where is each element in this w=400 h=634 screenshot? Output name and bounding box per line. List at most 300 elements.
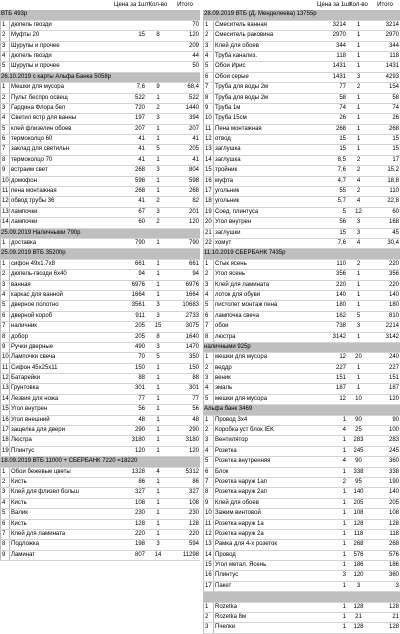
quantity-cell[interactable]: 2 bbox=[356, 84, 361, 91]
price-cell[interactable]: 1328 bbox=[131, 468, 145, 475]
item-name-cell[interactable]: веддр bbox=[213, 364, 316, 373]
item-name-cell[interactable]: хомут bbox=[213, 239, 316, 248]
quantity-cell[interactable]: 108 bbox=[353, 510, 364, 517]
item-name-cell[interactable]: мешки для мусора bbox=[213, 395, 316, 404]
price-cell[interactable]: 1 bbox=[342, 510, 346, 517]
item-name-cell[interactable]: Лезвия для ножа bbox=[9, 395, 113, 404]
price-cell[interactable]: 150 bbox=[134, 364, 145, 371]
quantity-cell[interactable]: 15 bbox=[154, 323, 162, 330]
price-cell[interactable]: 1 bbox=[342, 551, 346, 558]
total-cell[interactable]: 1640 bbox=[185, 333, 199, 340]
quantity-cell[interactable]: 1 bbox=[156, 437, 160, 444]
quantity-cell[interactable]: 21 bbox=[355, 614, 362, 621]
price-cell[interactable]: 197 bbox=[134, 115, 145, 122]
row-number-cell[interactable]: 18 bbox=[203, 197, 213, 206]
row-number-cell[interactable]: 1 bbox=[0, 239, 9, 248]
quantity-cell[interactable]: 1 bbox=[356, 364, 361, 371]
quantity-cell[interactable]: 1 bbox=[356, 21, 361, 28]
item-name-cell[interactable]: Ламинат bbox=[9, 551, 113, 560]
total-cell[interactable]: 151 bbox=[388, 375, 399, 382]
row-number-cell[interactable]: 1 bbox=[0, 468, 9, 477]
item-name-cell[interactable]: Угол внутрен bbox=[9, 405, 113, 414]
quantity-cell[interactable]: 3 bbox=[156, 167, 160, 174]
row-number-cell[interactable]: 7 bbox=[203, 478, 213, 487]
price-cell[interactable]: 120 bbox=[134, 447, 145, 454]
item-name-cell[interactable]: Батарейки bbox=[9, 374, 113, 383]
total-cell[interactable]: 2733 bbox=[185, 312, 199, 319]
quantity-cell[interactable]: 1 bbox=[356, 125, 361, 132]
price-cell[interactable]: 8,5 bbox=[337, 156, 346, 163]
quantity-cell[interactable]: 2 bbox=[356, 167, 361, 174]
quantity-cell[interactable]: 1 bbox=[356, 146, 361, 153]
item-name-cell[interactable]: пистолет монтаж пена bbox=[213, 301, 316, 310]
total-cell[interactable]: 201 bbox=[188, 208, 199, 215]
price-cell[interactable]: 911 bbox=[135, 312, 145, 319]
total-cell[interactable]: 3 bbox=[395, 582, 399, 589]
price-cell[interactable]: 12 bbox=[339, 395, 346, 402]
row-number-cell[interactable]: 17 bbox=[0, 426, 9, 435]
total-cell[interactable]: 220 bbox=[388, 281, 399, 288]
row-number-cell[interactable]: 16 bbox=[203, 177, 213, 186]
row-number-cell[interactable]: 22 bbox=[203, 239, 213, 248]
total-cell[interactable]: 108 bbox=[188, 499, 199, 506]
row-number-cell[interactable]: 5 bbox=[203, 395, 213, 404]
item-name-cell[interactable]: Кисть bbox=[9, 499, 113, 508]
price-cell[interactable]: 56 bbox=[339, 219, 346, 226]
price-cell[interactable]: 128 bbox=[134, 520, 145, 527]
total-cell[interactable]: 140 bbox=[388, 489, 399, 496]
price-cell[interactable]: 1 bbox=[342, 582, 346, 589]
item-name-cell[interactable]: Пчелки bbox=[213, 623, 316, 632]
total-cell[interactable]: 344 bbox=[388, 42, 399, 49]
total-cell[interactable]: 22,8 bbox=[387, 198, 399, 205]
row-number-cell[interactable]: 10 bbox=[0, 353, 9, 362]
item-name-cell[interactable]: Вентилятор bbox=[213, 436, 316, 445]
price-cell[interactable]: 198 bbox=[134, 541, 145, 548]
quantity-cell[interactable] bbox=[146, 42, 170, 51]
quantity-cell[interactable]: 3 bbox=[156, 302, 160, 309]
price-cell[interactable]: 77 bbox=[339, 84, 346, 91]
price-cell[interactable]: 1 bbox=[342, 624, 346, 631]
item-name-cell[interactable]: Смеситель раковина bbox=[213, 31, 316, 40]
item-name-cell[interactable]: Люстра bbox=[9, 436, 113, 445]
total-cell[interactable]: 15 bbox=[392, 146, 399, 153]
row-number-cell[interactable]: 7 bbox=[203, 322, 213, 331]
row-number-cell[interactable]: 4 bbox=[203, 384, 213, 393]
item-name-cell[interactable]: доставка bbox=[9, 239, 113, 248]
row-number-cell[interactable]: 7 bbox=[0, 530, 9, 539]
total-cell[interactable]: 94 bbox=[192, 271, 199, 278]
item-name-cell[interactable]: Кисть bbox=[9, 520, 113, 529]
row-number-cell[interactable]: 14 bbox=[0, 218, 9, 227]
total-cell[interactable]: 17 bbox=[392, 156, 399, 163]
price-cell[interactable]: 661 bbox=[134, 260, 145, 267]
total-cell[interactable]: 77 bbox=[192, 395, 199, 402]
quantity-cell[interactable]: 5 bbox=[156, 146, 160, 153]
item-name-cell[interactable]: муфта bbox=[213, 177, 316, 186]
item-name-cell[interactable]: Грунтовка bbox=[9, 384, 113, 393]
row-number-cell[interactable]: 6 bbox=[0, 135, 9, 144]
price-cell[interactable]: 180 bbox=[335, 302, 346, 309]
row-number-cell[interactable]: 8 bbox=[203, 488, 213, 497]
price-cell[interactable]: 5,7 bbox=[337, 198, 346, 205]
price-cell[interactable]: 720 bbox=[134, 104, 145, 111]
row-number-cell[interactable]: 3 bbox=[203, 623, 213, 632]
price-cell[interactable]: 74 bbox=[339, 104, 346, 111]
row-number-cell[interactable]: 5 bbox=[0, 62, 9, 71]
quantity-cell[interactable]: 3 bbox=[356, 582, 361, 589]
row-number-cell[interactable]: 2 bbox=[0, 94, 9, 103]
total-cell[interactable]: 1440 bbox=[185, 104, 199, 111]
total-cell[interactable]: 268 bbox=[188, 188, 199, 195]
total-cell[interactable]: 168 bbox=[388, 219, 399, 226]
price-cell[interactable]: 41 bbox=[138, 146, 145, 153]
price-cell[interactable]: 738 bbox=[335, 323, 346, 330]
row-number-cell[interactable]: 15 bbox=[203, 561, 213, 570]
quantity-cell[interactable]: 4 bbox=[356, 239, 361, 246]
row-number-cell[interactable]: 13 bbox=[0, 384, 9, 393]
total-cell[interactable]: 205 bbox=[388, 499, 399, 506]
quantity-cell[interactable] bbox=[146, 62, 170, 71]
item-name-cell[interactable]: Блок bbox=[213, 468, 316, 477]
price-cell[interactable]: 77 bbox=[138, 395, 145, 402]
quantity-cell[interactable]: 1 bbox=[156, 271, 160, 278]
total-cell[interactable]: 227 bbox=[388, 364, 399, 371]
total-cell[interactable]: 60 bbox=[392, 208, 399, 215]
price-cell[interactable]: 344 bbox=[335, 42, 346, 49]
item-name-cell[interactable]: Шурупы и прочее bbox=[9, 62, 113, 71]
row-number-cell[interactable]: 6 bbox=[203, 312, 213, 321]
total-cell[interactable]: 598 bbox=[188, 177, 199, 184]
quantity-cell[interactable]: 1 bbox=[356, 333, 361, 340]
quantity-cell[interactable]: 1 bbox=[156, 478, 160, 485]
total-cell[interactable]: 1431 bbox=[385, 63, 399, 70]
total-cell[interactable]: 4293 bbox=[385, 73, 399, 80]
item-name-cell[interactable]: заглушка bbox=[213, 145, 316, 154]
item-name-cell[interactable]: пена монтажная bbox=[9, 187, 113, 196]
total-cell[interactable]: 88 bbox=[192, 375, 199, 382]
item-name-cell[interactable]: Пакет bbox=[213, 582, 316, 591]
total-cell[interactable]: 118 bbox=[389, 52, 399, 59]
item-name-cell[interactable]: веник bbox=[213, 374, 316, 383]
item-name-cell[interactable]: дверное полотно bbox=[9, 301, 113, 310]
quantity-cell[interactable]: 1 bbox=[156, 281, 160, 288]
total-cell[interactable]: 205 bbox=[188, 146, 199, 153]
item-name-cell[interactable]: Провод 3х4 bbox=[213, 416, 316, 425]
total-cell[interactable]: 74 bbox=[392, 104, 399, 111]
quantity-cell[interactable]: 1 bbox=[356, 63, 361, 70]
price-cell[interactable]: 1664 bbox=[131, 291, 145, 298]
price-cell[interactable]: 327 bbox=[134, 489, 145, 496]
total-cell[interactable]: 594 bbox=[188, 541, 199, 548]
item-name-cell[interactable]: Обои Ирис bbox=[213, 62, 316, 71]
item-name-cell[interactable]: Подложка bbox=[9, 540, 113, 549]
row-number-cell[interactable]: 10 bbox=[0, 177, 9, 186]
quantity-cell[interactable]: 1 bbox=[356, 104, 361, 111]
row-number-cell[interactable]: 6 bbox=[0, 520, 9, 529]
item-name-cell[interactable]: Угол метал. Ясень bbox=[213, 561, 316, 570]
row-number-cell[interactable]: 4 bbox=[203, 291, 213, 300]
item-name-cell[interactable]: угольник bbox=[213, 197, 316, 206]
price-cell[interactable]: 7,6 bbox=[337, 239, 346, 246]
row-number-cell[interactable]: 5 bbox=[203, 457, 213, 466]
item-name-cell[interactable]: Плинтус bbox=[9, 447, 113, 456]
row-number-cell[interactable]: 10 bbox=[203, 114, 213, 123]
quantity-cell[interactable]: 1 bbox=[156, 94, 160, 101]
price-cell[interactable]: 162 bbox=[335, 312, 346, 319]
price-cell[interactable]: 598 bbox=[134, 177, 145, 184]
row-number-cell[interactable]: 7 bbox=[203, 83, 213, 92]
quantity-cell[interactable]: 1 bbox=[156, 510, 160, 517]
total-cell[interactable]: 128 bbox=[388, 603, 399, 610]
total-cell[interactable]: 154 bbox=[388, 84, 399, 91]
price-cell[interactable]: 4 bbox=[342, 458, 346, 465]
total-cell[interactable]: 268 bbox=[388, 125, 399, 132]
total-cell[interactable]: 3180 bbox=[185, 437, 199, 444]
item-name-cell[interactable]: обои bbox=[213, 322, 316, 331]
row-number-cell[interactable]: 11 bbox=[203, 125, 213, 134]
price-cell[interactable]: 7,6 bbox=[337, 167, 346, 174]
quantity-cell[interactable]: 4 bbox=[156, 468, 160, 475]
total-cell[interactable]: 110 bbox=[389, 188, 399, 195]
row-number-cell[interactable]: 1 bbox=[0, 21, 9, 30]
price-cell[interactable]: 205 bbox=[134, 333, 145, 340]
quantity-cell[interactable]: 3 bbox=[156, 208, 160, 215]
price-cell[interactable]: 15 bbox=[138, 32, 145, 39]
row-number-cell[interactable]: 10 bbox=[203, 509, 213, 518]
item-name-cell[interactable]: Пена монтажная bbox=[213, 125, 316, 134]
item-name-cell[interactable]: домофон bbox=[9, 177, 113, 186]
row-number-cell[interactable]: 14 bbox=[203, 551, 213, 560]
row-number-cell[interactable]: 2 bbox=[0, 270, 9, 279]
price-cell[interactable]: 1 bbox=[342, 416, 346, 423]
total-cell[interactable]: 350 bbox=[188, 354, 199, 361]
item-name-cell[interactable]: Сифон 45х25х11 bbox=[9, 364, 113, 373]
row-number-cell[interactable]: 3 bbox=[0, 42, 9, 51]
price-cell[interactable]: 220 bbox=[134, 530, 145, 537]
quantity-cell[interactable]: 3 bbox=[156, 115, 160, 122]
quantity-cell[interactable]: 1 bbox=[156, 239, 160, 246]
item-name-cell[interactable]: Клей для ламината bbox=[213, 281, 316, 290]
price-cell[interactable]: 6976 bbox=[131, 281, 145, 288]
total-cell[interactable]: 576 bbox=[388, 551, 399, 558]
quantity-cell[interactable]: 1 bbox=[156, 291, 160, 298]
quantity-cell[interactable]: 1 bbox=[156, 364, 160, 371]
quantity-cell[interactable]: 25 bbox=[355, 427, 362, 434]
price-cell[interactable]: 108 bbox=[134, 499, 145, 506]
row-number-cell[interactable]: 11 bbox=[0, 364, 9, 373]
item-name-cell[interactable]: Труба 1м bbox=[213, 104, 316, 113]
total-cell[interactable]: 220 bbox=[188, 530, 199, 537]
quantity-cell[interactable]: 118 bbox=[353, 530, 364, 537]
row-number-cell[interactable]: 5 bbox=[203, 301, 213, 310]
row-number-cell[interactable]: 5 bbox=[203, 62, 213, 71]
row-number-cell[interactable]: 5 bbox=[0, 301, 9, 310]
item-name-cell[interactable]: Лампочки свеча bbox=[9, 353, 113, 362]
row-number-cell[interactable]: 19 bbox=[203, 208, 213, 217]
quantity-cell[interactable]: 2 bbox=[356, 260, 361, 267]
price-cell[interactable] bbox=[113, 21, 146, 30]
row-number-cell[interactable]: 15 bbox=[0, 405, 9, 414]
price-cell[interactable]: 41 bbox=[138, 136, 145, 143]
total-cell[interactable]: 360 bbox=[388, 572, 399, 579]
row-number-cell[interactable]: 4 bbox=[0, 499, 9, 508]
quantity-cell[interactable]: 128 bbox=[353, 603, 364, 610]
quantity-cell[interactable]: 245 bbox=[353, 447, 364, 454]
quantity-cell[interactable]: 90 bbox=[355, 416, 362, 423]
total-cell[interactable]: 21 bbox=[392, 614, 399, 621]
quantity-cell[interactable]: 3 bbox=[356, 323, 361, 330]
price-cell[interactable]: 70 bbox=[138, 354, 145, 361]
quantity-cell[interactable]: 4 bbox=[356, 198, 361, 205]
item-name-cell[interactable]: лампочки bbox=[9, 218, 113, 227]
price-cell[interactable]: 41 bbox=[138, 156, 145, 163]
price-cell[interactable]: 207 bbox=[134, 125, 145, 132]
row-number-cell[interactable]: 9 bbox=[0, 343, 9, 352]
price-cell[interactable]: 94 bbox=[138, 271, 145, 278]
price-cell[interactable]: 205 bbox=[134, 323, 145, 330]
total-cell[interactable]: 15 bbox=[392, 136, 399, 143]
quantity-cell[interactable]: 3 bbox=[356, 219, 361, 226]
price-cell[interactable]: 88 bbox=[138, 375, 145, 382]
row-number-cell[interactable]: 12 bbox=[203, 135, 213, 144]
row-number-cell[interactable]: 1 bbox=[203, 353, 213, 362]
row-number-cell[interactable]: 2 bbox=[203, 426, 213, 435]
quantity-cell[interactable]: 1 bbox=[356, 115, 361, 122]
price-cell[interactable]: 3180 bbox=[131, 437, 145, 444]
item-name-cell[interactable]: Гардина Флора бел bbox=[9, 104, 113, 113]
item-name-cell[interactable]: дюпель гвозди bbox=[9, 21, 113, 30]
price-cell[interactable]: 1 bbox=[342, 530, 346, 537]
item-name-cell[interactable]: Розетка наруж 1а bbox=[213, 520, 316, 529]
total-cell[interactable]: 26 bbox=[392, 115, 399, 122]
item-name-cell[interactable]: лампочки bbox=[9, 208, 113, 217]
price-cell[interactable]: 790 bbox=[134, 239, 145, 246]
price-cell[interactable]: 2970 bbox=[332, 32, 346, 39]
total-cell[interactable]: 360 bbox=[388, 458, 399, 465]
total-cell[interactable]: 120 bbox=[188, 219, 199, 226]
item-name-cell[interactable]: дюпель гвозди bbox=[9, 52, 113, 61]
price-cell[interactable]: 56 bbox=[138, 406, 145, 413]
row-number-cell[interactable]: 3 bbox=[0, 281, 9, 290]
total-cell[interactable]: 70 bbox=[192, 21, 199, 28]
quantity-cell[interactable]: 205 bbox=[353, 499, 364, 506]
item-name-cell[interactable]: Розетка внутренняя bbox=[213, 457, 316, 466]
item-name-cell[interactable]: Ручки дверные bbox=[9, 343, 113, 352]
total-cell[interactable]: 301 bbox=[188, 385, 199, 392]
price-cell[interactable]: 15 bbox=[339, 146, 346, 153]
price-cell[interactable]: 1 bbox=[342, 614, 346, 621]
row-number-cell[interactable]: 21 bbox=[203, 229, 213, 238]
total-cell[interactable]: 220 bbox=[388, 260, 399, 267]
item-name-cell[interactable]: тройник bbox=[213, 166, 316, 175]
price-cell[interactable]: 301 bbox=[134, 385, 145, 392]
quantity-cell[interactable]: 14 bbox=[154, 551, 162, 558]
total-cell[interactable]: 180 bbox=[388, 302, 399, 309]
quantity-cell[interactable]: 1 bbox=[156, 499, 160, 506]
quantity-cell[interactable]: 1 bbox=[156, 136, 160, 143]
total-cell[interactable]: 58 bbox=[392, 94, 399, 101]
total-cell[interactable]: 1470 bbox=[185, 343, 199, 350]
item-name-cell[interactable]: добор bbox=[9, 333, 113, 342]
total-cell[interactable]: 45 bbox=[392, 229, 399, 236]
quantity-cell[interactable]: 2 bbox=[156, 198, 160, 205]
quantity-cell[interactable]: 1 bbox=[156, 260, 160, 267]
row-number-cell[interactable]: 11 bbox=[203, 520, 213, 529]
item-name-cell[interactable]: Рамка для 4-х розеток bbox=[213, 540, 316, 549]
item-name-cell[interactable]: Труба канализ. bbox=[213, 52, 316, 61]
row-number-cell[interactable]: 16 bbox=[0, 416, 9, 425]
item-name-cell[interactable]: Угол ясень bbox=[213, 270, 316, 279]
row-number-cell[interactable]: 8 bbox=[0, 333, 9, 342]
total-cell[interactable]: 68,4 bbox=[187, 84, 199, 91]
price-cell[interactable]: 67 bbox=[138, 208, 145, 215]
total-cell[interactable]: 100 bbox=[388, 427, 399, 434]
price-cell[interactable]: 290 bbox=[134, 427, 145, 434]
quantity-cell[interactable]: 5 bbox=[156, 354, 160, 361]
total-cell[interactable]: 108 bbox=[388, 510, 399, 517]
quantity-cell[interactable]: 1 bbox=[156, 427, 160, 434]
row-number-cell[interactable]: 3 bbox=[203, 42, 213, 51]
item-name-cell[interactable]: заглушки bbox=[213, 229, 316, 238]
row-number-cell[interactable]: 6 bbox=[203, 468, 213, 477]
item-name-cell[interactable]: заклад для светильн bbox=[9, 145, 113, 154]
price-cell[interactable]: 3561 bbox=[131, 302, 145, 309]
quantity-cell[interactable]: 268 bbox=[353, 541, 364, 548]
price-cell[interactable]: 268 bbox=[134, 167, 145, 174]
price-cell[interactable]: 220 bbox=[335, 281, 346, 288]
row-number-cell[interactable]: 5 bbox=[0, 509, 9, 518]
total-cell[interactable]: 810 bbox=[388, 312, 399, 319]
price-cell[interactable]: 15 bbox=[339, 136, 346, 143]
row-number-cell[interactable]: 14 bbox=[203, 156, 213, 165]
item-name-cell[interactable]: защелка для двери bbox=[9, 426, 113, 435]
row-number-cell[interactable]: 2 bbox=[203, 31, 213, 40]
price-cell[interactable]: 1 bbox=[342, 468, 346, 475]
total-cell[interactable]: 356 bbox=[388, 271, 399, 278]
price-cell[interactable]: 268 bbox=[134, 188, 145, 195]
total-cell[interactable]: 209 bbox=[188, 42, 199, 49]
quantity-cell[interactable]: 1 bbox=[356, 385, 361, 392]
price-cell[interactable]: 1431 bbox=[332, 63, 346, 70]
row-number-cell[interactable]: 8 bbox=[203, 94, 213, 103]
total-cell[interactable]: 186 bbox=[388, 562, 399, 569]
total-cell[interactable]: 11298 bbox=[182, 551, 199, 558]
price-cell[interactable]: 15 bbox=[339, 229, 346, 236]
total-cell[interactable]: 3214 bbox=[385, 21, 399, 28]
total-cell[interactable]: 268 bbox=[388, 541, 399, 548]
row-number-cell[interactable]: 9 bbox=[0, 166, 9, 175]
total-cell[interactable]: 128 bbox=[188, 520, 199, 527]
price-cell[interactable]: 5 bbox=[342, 208, 346, 215]
total-cell[interactable]: 120 bbox=[188, 447, 199, 454]
item-name-cell[interactable]: обвод трубы 36 bbox=[9, 197, 113, 206]
quantity-cell[interactable]: 186 bbox=[353, 562, 364, 569]
quantity-cell[interactable]: 1 bbox=[156, 395, 160, 402]
quantity-cell[interactable]: 283 bbox=[353, 437, 364, 444]
item-name-cell[interactable]: лампочка свеча bbox=[213, 312, 316, 321]
row-number-cell[interactable]: 1 bbox=[0, 260, 9, 269]
row-number-cell[interactable]: 4 bbox=[203, 52, 213, 61]
item-name-cell[interactable]: ванная bbox=[9, 281, 113, 290]
row-number-cell[interactable]: 20 bbox=[203, 218, 213, 227]
row-number-cell[interactable]: 13 bbox=[203, 540, 213, 549]
item-name-cell[interactable]: заглушка bbox=[213, 156, 316, 165]
row-number-cell[interactable]: 4 bbox=[0, 52, 9, 61]
item-name-cell[interactable]: Муфты 20 bbox=[9, 31, 113, 40]
quantity-cell[interactable]: 576 bbox=[353, 551, 364, 558]
row-number-cell[interactable]: 7 bbox=[0, 145, 9, 154]
